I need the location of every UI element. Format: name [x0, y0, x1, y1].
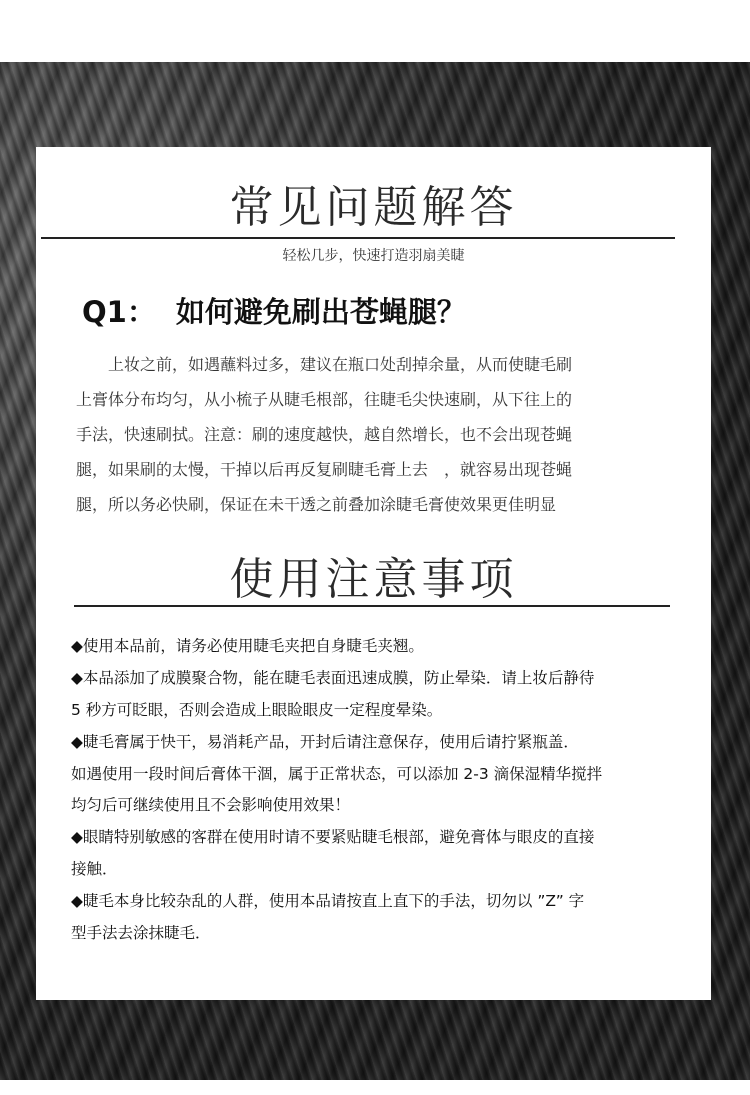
question-label: Q1：: [82, 295, 156, 329]
notice-list: [71, 631, 677, 950]
question-text: 如何避免刷出苍蝇腿？: [175, 295, 466, 329]
faq-title-rule: [41, 237, 675, 239]
content-card: [36, 147, 711, 1000]
notice-line: ◆本品添加了成膜聚合物，能在睫毛表面迅速成膜，防止晕染．请上妆后静待: [71, 668, 595, 687]
faq-title: 常见问题解答: [229, 182, 518, 233]
answer-line: 上妆之前，如遇蘸料过多，建议在瓶口处刮掉余量，从而使睫毛刷: [108, 355, 573, 374]
answer-line: 腿，如果刷的太慢，干掉以后再反复刷睫毛膏上去 ，就容易出现苍蝇: [76, 460, 573, 479]
notice-line: 接触．: [71, 860, 118, 879]
answer-line: 手法，快速刷拭。注意：刷的速度越快，越自然增长，也不会出现苍蝇: [76, 425, 573, 444]
faq-subtitle: 轻松几步，快速打造羽扇美睫: [282, 248, 465, 264]
notice-line: 如遇使用一段时间后膏体干涸，属于正常状态，可以添加 2-3 滴保湿精华搅拌: [71, 764, 603, 783]
question-heading: [82, 290, 466, 331]
answer-paragraph: [76, 347, 668, 522]
notice-title: 使用注意事项: [229, 554, 518, 605]
notice-line: 5 秒方可眨眼，否则会造成上眼睑眼皮一定程度晕染。: [71, 700, 443, 719]
notice-line: 均匀后可继续使用且不会影响使用效果！: [71, 796, 351, 815]
answer-line: 腿，所以务必快刷，保证在未干透之前叠加涂睫毛膏使效果更佳明显: [76, 495, 557, 514]
notice-line: ◆眼睛特别敏感的客群在使用时请不要紧贴睫毛根部，避免膏体与眼皮的直接: [71, 828, 595, 847]
answer-line: 上膏体分布均匀，从小梳子从睫毛根部，往睫毛尖快速刷，从下往上的: [76, 390, 573, 409]
notice-line: 型手法去涂抹睫毛．: [71, 924, 211, 943]
notice-line: ◆睫毛膏属于快干，易消耗产品，开封后请注意保存，使用后请拧紧瓶盖．: [71, 732, 579, 751]
notice-line: ◆使用本品前，请务必使用睫毛夹把自身睫毛夹翘。: [71, 637, 424, 655]
notice-title-rule: [74, 605, 670, 607]
bottom-margin: [0, 1080, 750, 1095]
notice-line: ◆睫毛本身比较杂乱的人群，使用本品请按直上直下的手法，切勿以 ”Z” 字: [71, 892, 585, 911]
